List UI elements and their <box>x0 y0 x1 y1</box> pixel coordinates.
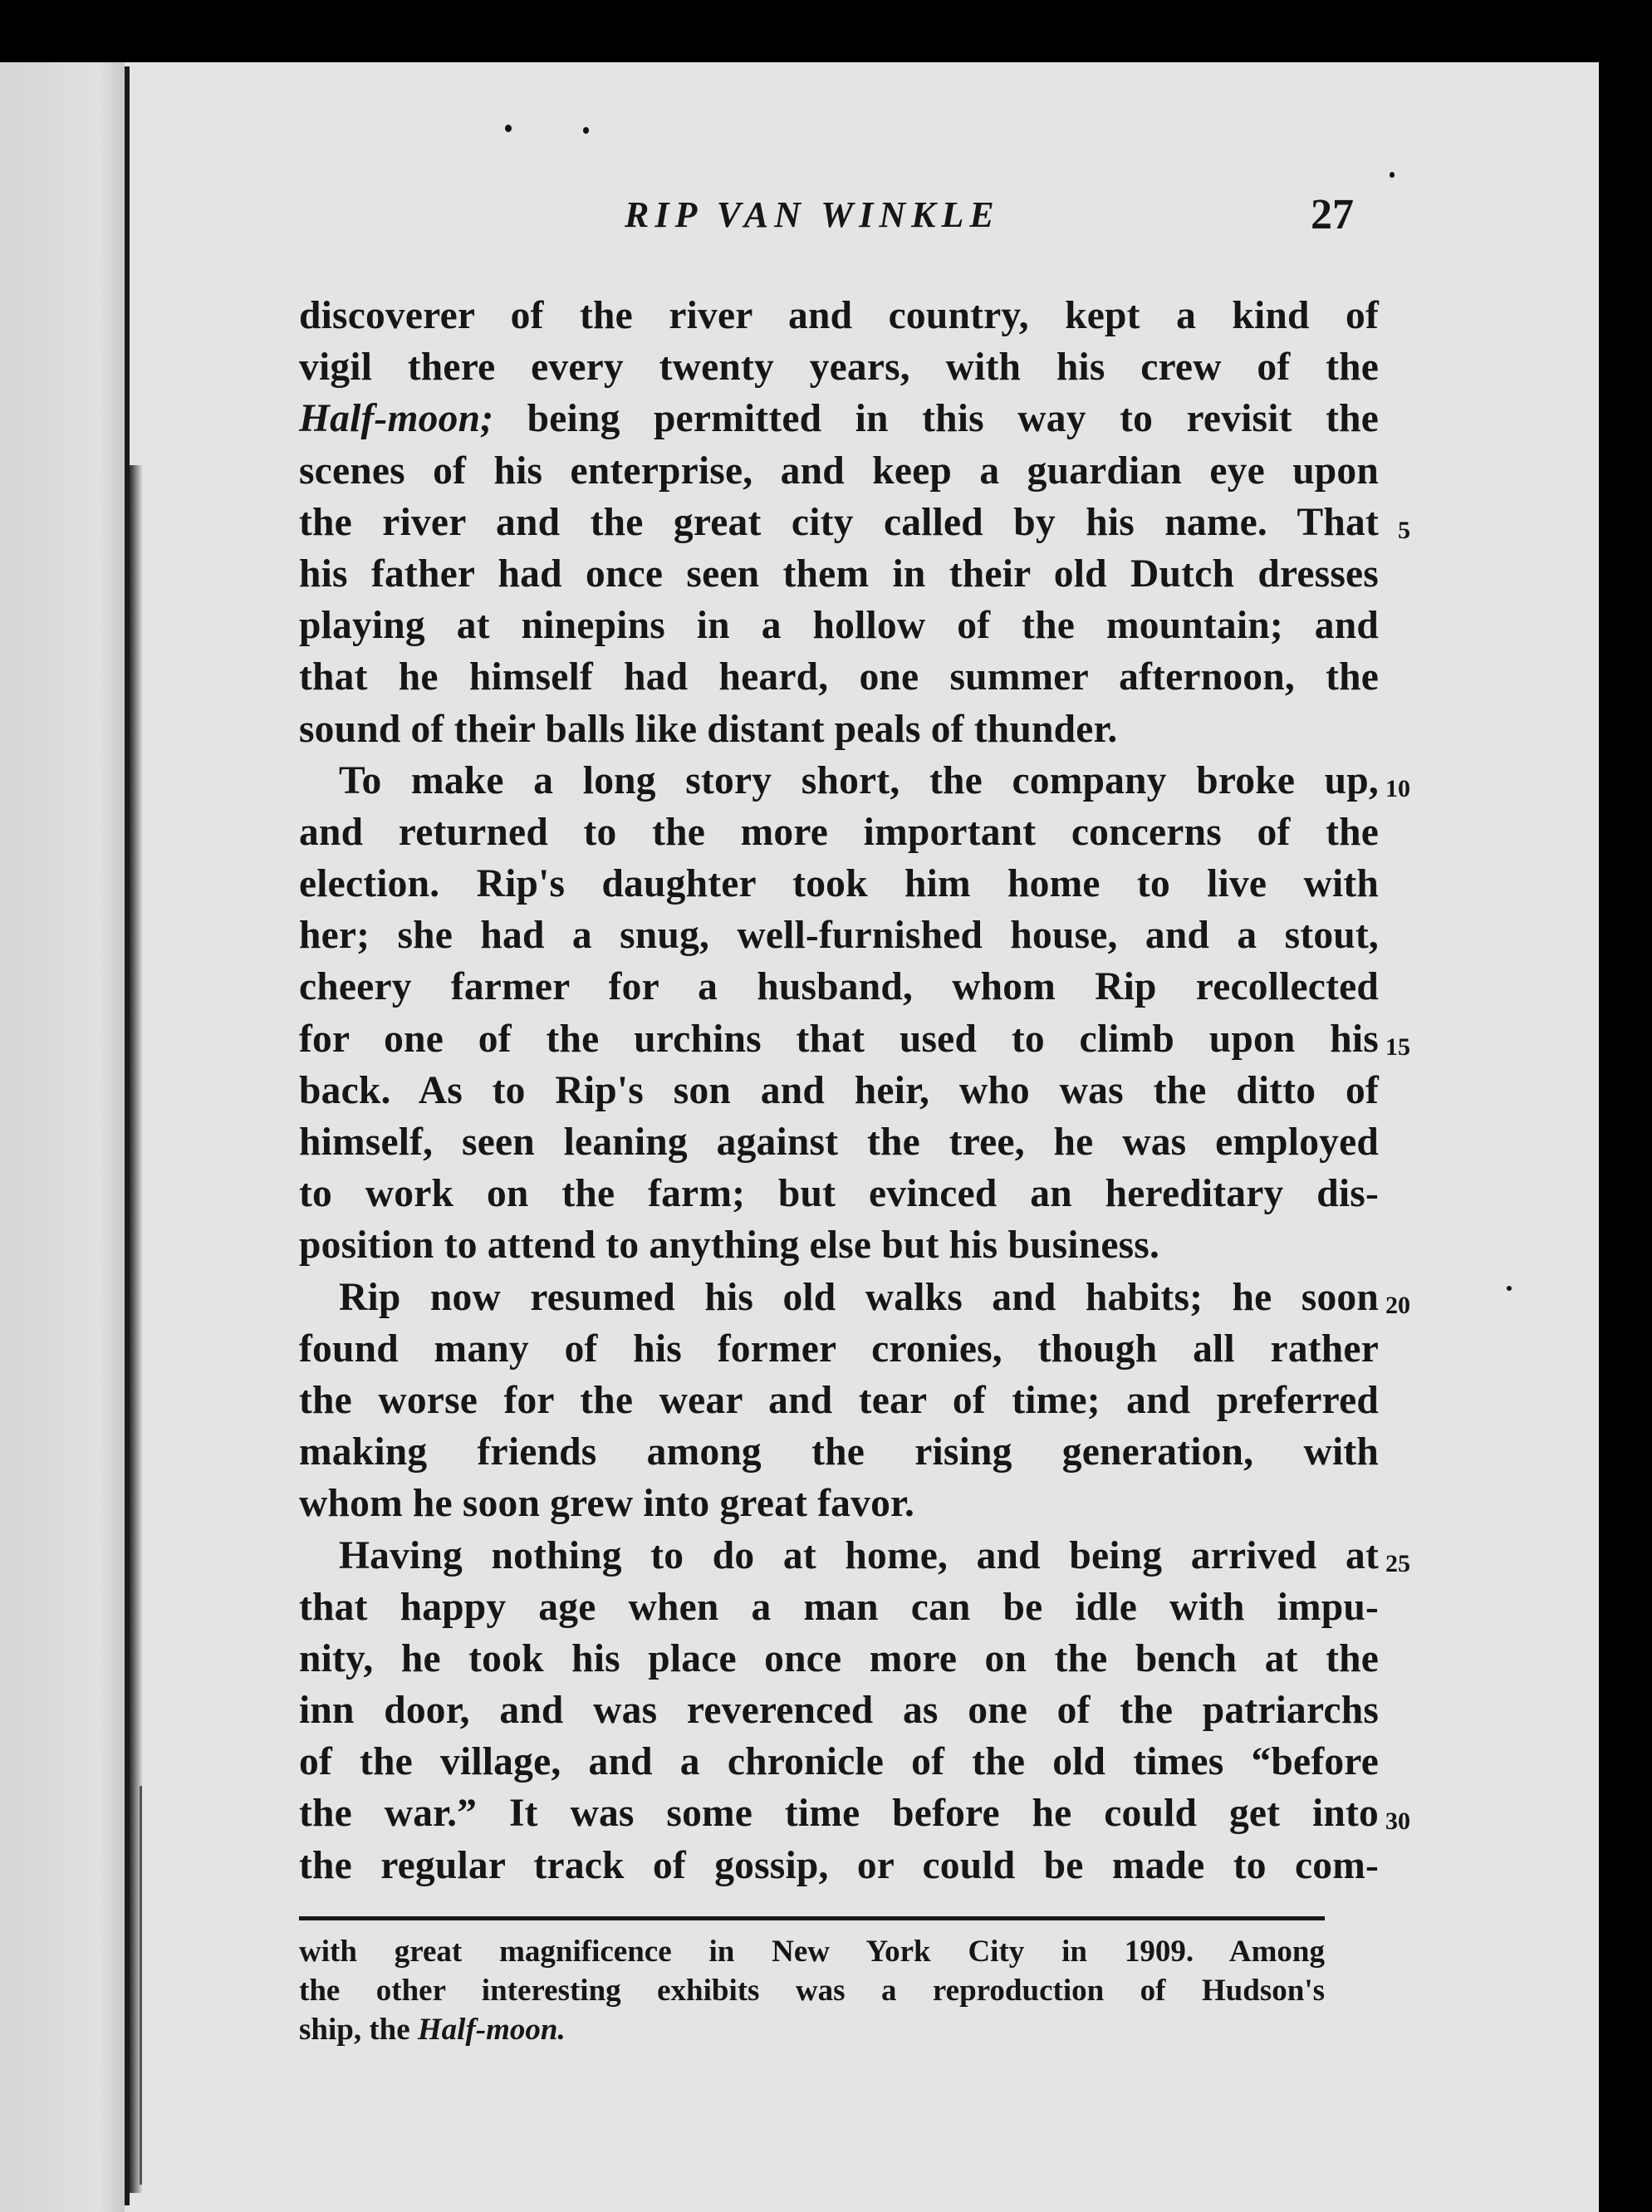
text-line <box>299 600 1379 651</box>
line-number: 5 <box>1398 516 1410 544</box>
text-line <box>299 1840 1379 1891</box>
text-line-content: election. Rip's daughter took him home to live with <box>299 862 1379 906</box>
text-line <box>299 1116 1379 1168</box>
text-line <box>299 807 1379 858</box>
line-number: 30 <box>1385 1807 1410 1836</box>
text-line-content: cheery farmer for a husband, whom Rip recollected <box>299 965 1379 1009</box>
paragraph <box>299 755 1410 1272</box>
text-line <box>299 1685 1379 1736</box>
text-line-content: the river and the great city called by his name. That <box>299 500 1379 544</box>
running-head <box>299 187 1379 245</box>
footnote-line <box>299 1932 1325 1971</box>
text-line-content: the war.” It was some time before he could get into <box>299 1792 1379 1836</box>
running-title: RIP VAN WINKLE <box>625 194 1000 235</box>
text-line <box>299 1788 1410 1839</box>
text-line-content: whom he soon grew into great favor. <box>299 1482 915 1526</box>
text-line-content: and returned to the more important concerns of the <box>299 810 1379 854</box>
text-line-content: that happy age when a man can be idle with impu- <box>299 1585 1379 1629</box>
book-page <box>299 187 1410 2049</box>
text-line-content: of the village, and a chronicle of the old times “before <box>299 1740 1379 1784</box>
text-line-content: his father had once seen them in their old Dutch dresses <box>299 552 1379 596</box>
text-line <box>299 755 1410 807</box>
text-line <box>299 704 1379 755</box>
text-line-content: for one of the urchins that used to climb upon his <box>299 1017 1379 1061</box>
text-line-content: inn door, and was reverenced as one of the patriarchs <box>299 1689 1379 1733</box>
page-edge-line-secondary <box>140 1786 142 2185</box>
text-line <box>299 1633 1379 1685</box>
text-line-content: to work on the farm; but evinced an hereditary dis- <box>299 1172 1379 1216</box>
text-line <box>299 1219 1379 1271</box>
text-line-content: playing at ninepins in a hollow of the mountain; and <box>299 604 1379 648</box>
text-line <box>299 497 1410 548</box>
text-line <box>299 1582 1379 1633</box>
scan-right-border <box>1599 62 1652 2212</box>
footnote-line: ship, the Half-moon. <box>299 2012 566 2047</box>
scan-speck <box>1507 1286 1512 1291</box>
text-line-content: back. As to Rip's son and heir, who was the ditto of <box>299 1068 1379 1112</box>
text-line <box>299 1530 1410 1582</box>
text-line-content: himself, seen leaning against the tree, he was employed <box>299 1121 1379 1164</box>
text-line-content: that he himself had heard, one summer afternoon, the <box>299 655 1379 699</box>
paragraph <box>299 290 1410 755</box>
text-line <box>299 651 1379 703</box>
text-line <box>299 910 1379 961</box>
text-line <box>299 290 1379 341</box>
text-line-content: the worse for the wear and tear of time; and preferred <box>299 1378 1379 1422</box>
text-line <box>299 1323 1379 1375</box>
text-line <box>299 341 1379 393</box>
footnote-rule <box>299 1916 1325 1920</box>
text-line <box>299 1065 1379 1116</box>
footnote-line-content: with great magnificence in New York City in 1909. Among <box>299 1934 1325 1969</box>
line-number: 25 <box>1385 1549 1410 1577</box>
line-number: 10 <box>1385 774 1410 802</box>
text-line <box>299 961 1379 1013</box>
line-number: 15 <box>1385 1032 1410 1061</box>
text-line <box>299 1168 1379 1219</box>
text-line: Half-moon; being permitted in this way to revisit the <box>299 397 1379 441</box>
text-line <box>299 1736 1379 1788</box>
scan-speck <box>505 125 512 132</box>
facing-page-gutter <box>0 62 125 2212</box>
text-line <box>299 858 1379 910</box>
scan-top-border <box>0 0 1652 65</box>
text-line-content: nity, he took his place once more on the bench at the <box>299 1636 1379 1680</box>
text-line <box>299 1478 1379 1529</box>
footnote-line <box>299 1971 1325 2010</box>
text-line-content: discoverer of the river and country, kept a kind of <box>299 294 1379 337</box>
text-line-content: making friends among the rising generation, with <box>299 1430 1379 1474</box>
text-line-content: scenes of his enterprise, and keep a guardian eye upon <box>299 449 1379 493</box>
text-line-content: Rip now resumed his old walks and habits; he soon <box>339 1275 1379 1319</box>
line-number: 20 <box>1385 1291 1410 1319</box>
footnote <box>299 1932 1325 2049</box>
text-line-content: Having nothing to do at home, and being arrived at <box>339 1533 1379 1577</box>
paragraph <box>299 1272 1410 1530</box>
text-line <box>299 1272 1410 1323</box>
text-line <box>299 1375 1379 1426</box>
text-line <box>299 1426 1379 1478</box>
text-line-content: vigil there every twenty years, with his crew of the <box>299 346 1379 390</box>
footnote-line-content: the other interesting exhibits was a reproduction of Hudson's <box>299 1973 1325 2008</box>
text-line <box>299 445 1379 497</box>
text-line <box>299 548 1379 600</box>
page-number: 27 <box>1311 191 1354 238</box>
scan-speck <box>1390 172 1395 178</box>
text-line-content: To make a long story short, the company broke up, <box>339 758 1379 802</box>
text-line-content: position to attend to anything else but his business. <box>299 1224 1160 1268</box>
body-text <box>299 290 1410 1891</box>
text-line-content: her; she had a snug, well-furnished house, and a stout, <box>299 914 1379 958</box>
text-line-content: sound of their balls like distant peals of thunder. <box>299 707 1118 751</box>
text-line-content: found many of his former cronies, though all rather <box>299 1327 1379 1371</box>
paragraph <box>299 1530 1410 1891</box>
text-line-content: the regular track of gossip, or could be made to com- <box>299 1843 1379 1887</box>
scan-speck <box>583 127 589 134</box>
text-line <box>299 1013 1410 1065</box>
